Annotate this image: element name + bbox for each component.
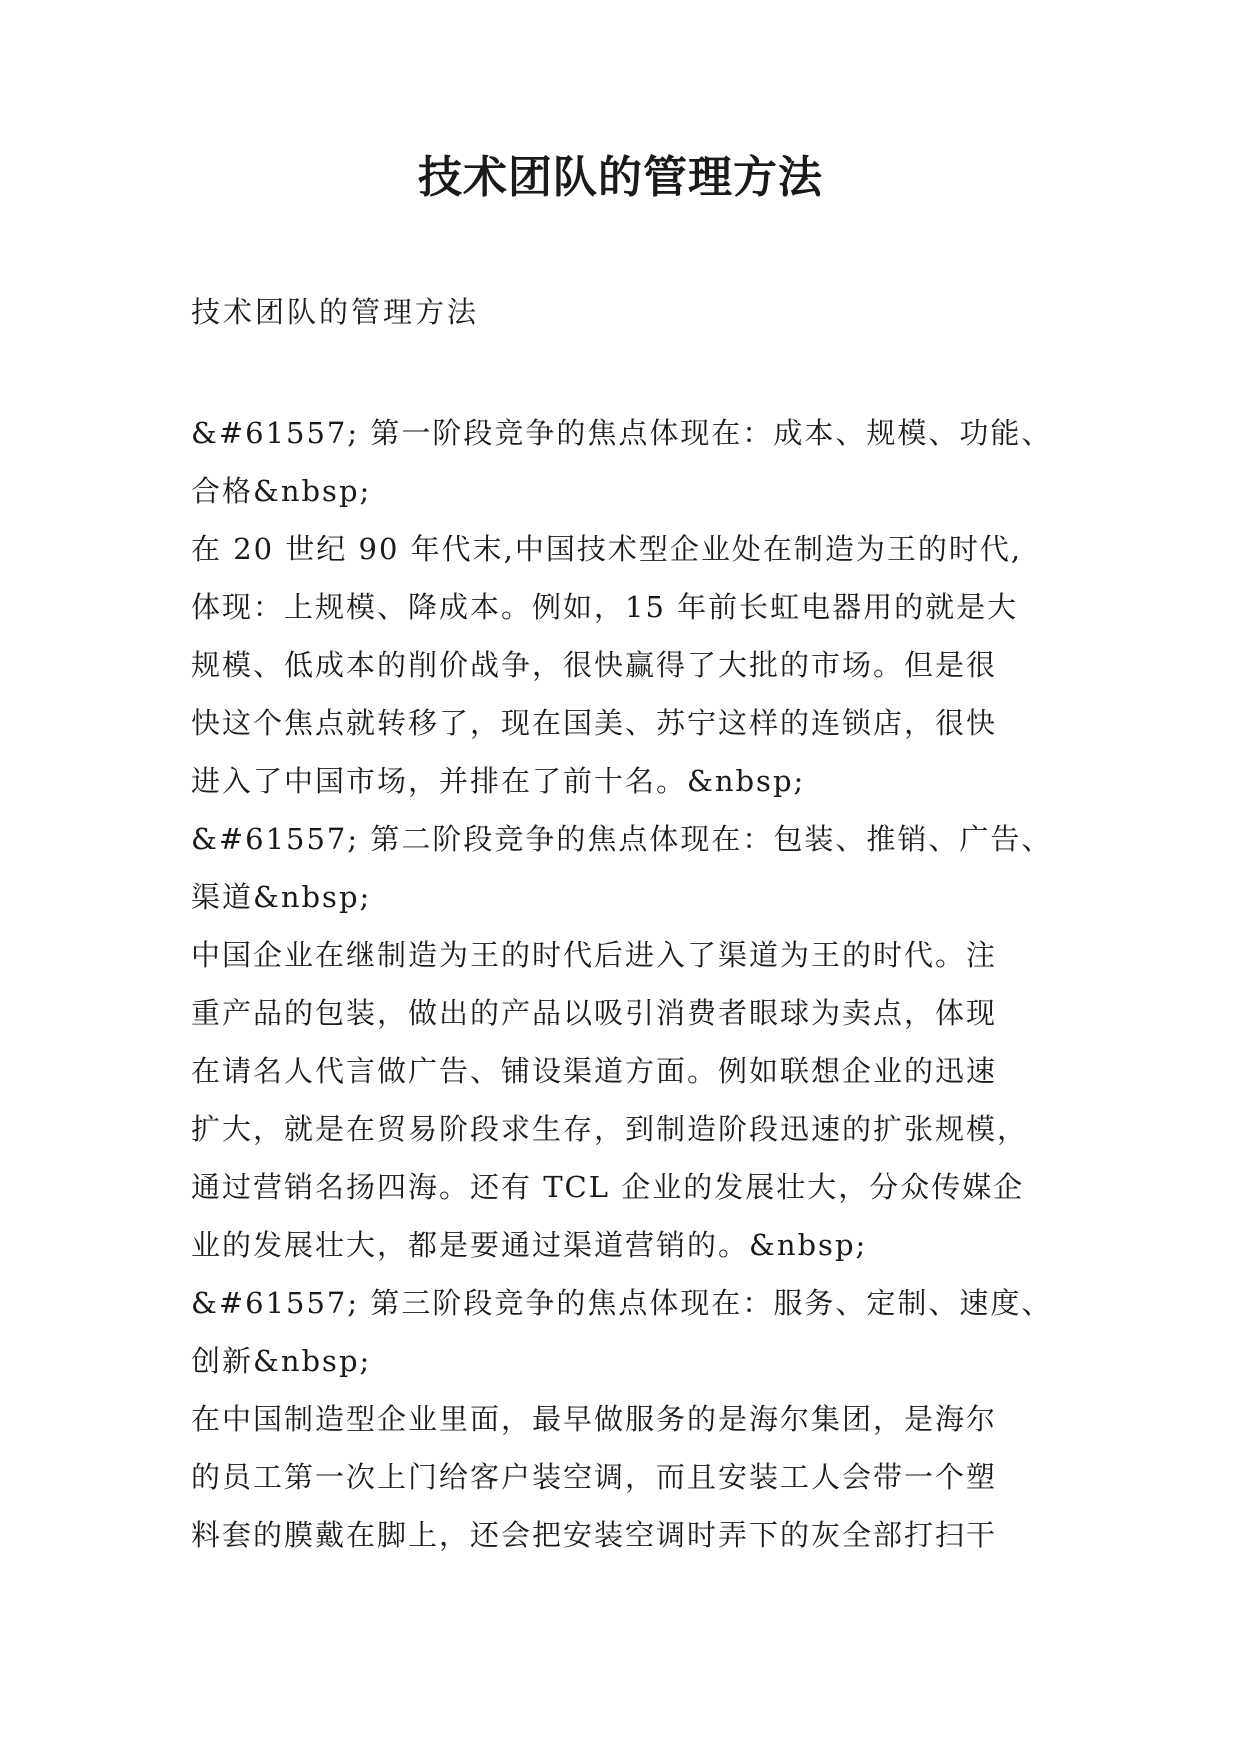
body-line: 重产品的包装，做出的产品以吸引消费者眼球为卖点，体现 <box>191 996 998 1030</box>
body-line: &#61557; 第二阶段竞争的焦点体现在：包装、推销、广告、 <box>191 822 1053 856</box>
body-line: &#61557; 第一阶段竞争的焦点体现在：成本、规模、功能、 <box>191 416 1053 450</box>
body-line: 通过营销名扬四海。还有 TCL 企业的发展壮大，分众传媒企 <box>191 1170 1025 1204</box>
body-line: 扩大，就是在贸易阶段求生存，到制造阶段迅速的扩张规模， <box>191 1112 1029 1146</box>
body-line: 体现：上规模、降成本。例如，15 年前长虹电器用的就是大 <box>191 590 1019 624</box>
body-line: 合格&nbsp; <box>191 474 372 508</box>
body-line: 中国企业在继制造为王的时代后进入了渠道为王的时代。注 <box>191 938 998 972</box>
body-line: 在请名人代言做广告、铺设渠道方面。例如联想企业的迅速 <box>191 1054 998 1088</box>
body-line: &#61557; 第三阶段竞争的焦点体现在：服务、定制、速度、 <box>191 1286 1053 1320</box>
body-line: 业的发展壮大，都是要通过渠道营销的。&nbsp; <box>191 1228 868 1262</box>
body-line: 在 20 世纪 90 年代末,中国技术型企业处在制造为王的时代, <box>191 532 1023 566</box>
document-title: 技术团队的管理方法 <box>418 152 823 203</box>
body-line: 渠道&nbsp; <box>191 880 372 914</box>
body-line: 的员工第一次上门给客户装空调，而且安装工人会带一个塑 <box>191 1460 998 1494</box>
body-text <box>191 404 1071 1564</box>
body-line: 快这个焦点就转移了，现在国美、苏宁这样的连锁店，很快 <box>191 706 998 740</box>
body-line: 在中国制造型企业里面，最早做服务的是海尔集团，是海尔 <box>191 1402 998 1436</box>
body-line: 创新&nbsp; <box>191 1344 372 1378</box>
body-line: 料套的膜戴在脚上，还会把安装空调时弄下的灰全部打扫干 <box>191 1518 998 1552</box>
body-line: 规模、低成本的削价战争，很快赢得了大批的市场。但是很 <box>191 648 998 682</box>
body-line: 进入了中国市场，并排在了前十名。&nbsp; <box>191 764 806 798</box>
document-subtitle: 技术团队的管理方法 <box>191 295 480 329</box>
